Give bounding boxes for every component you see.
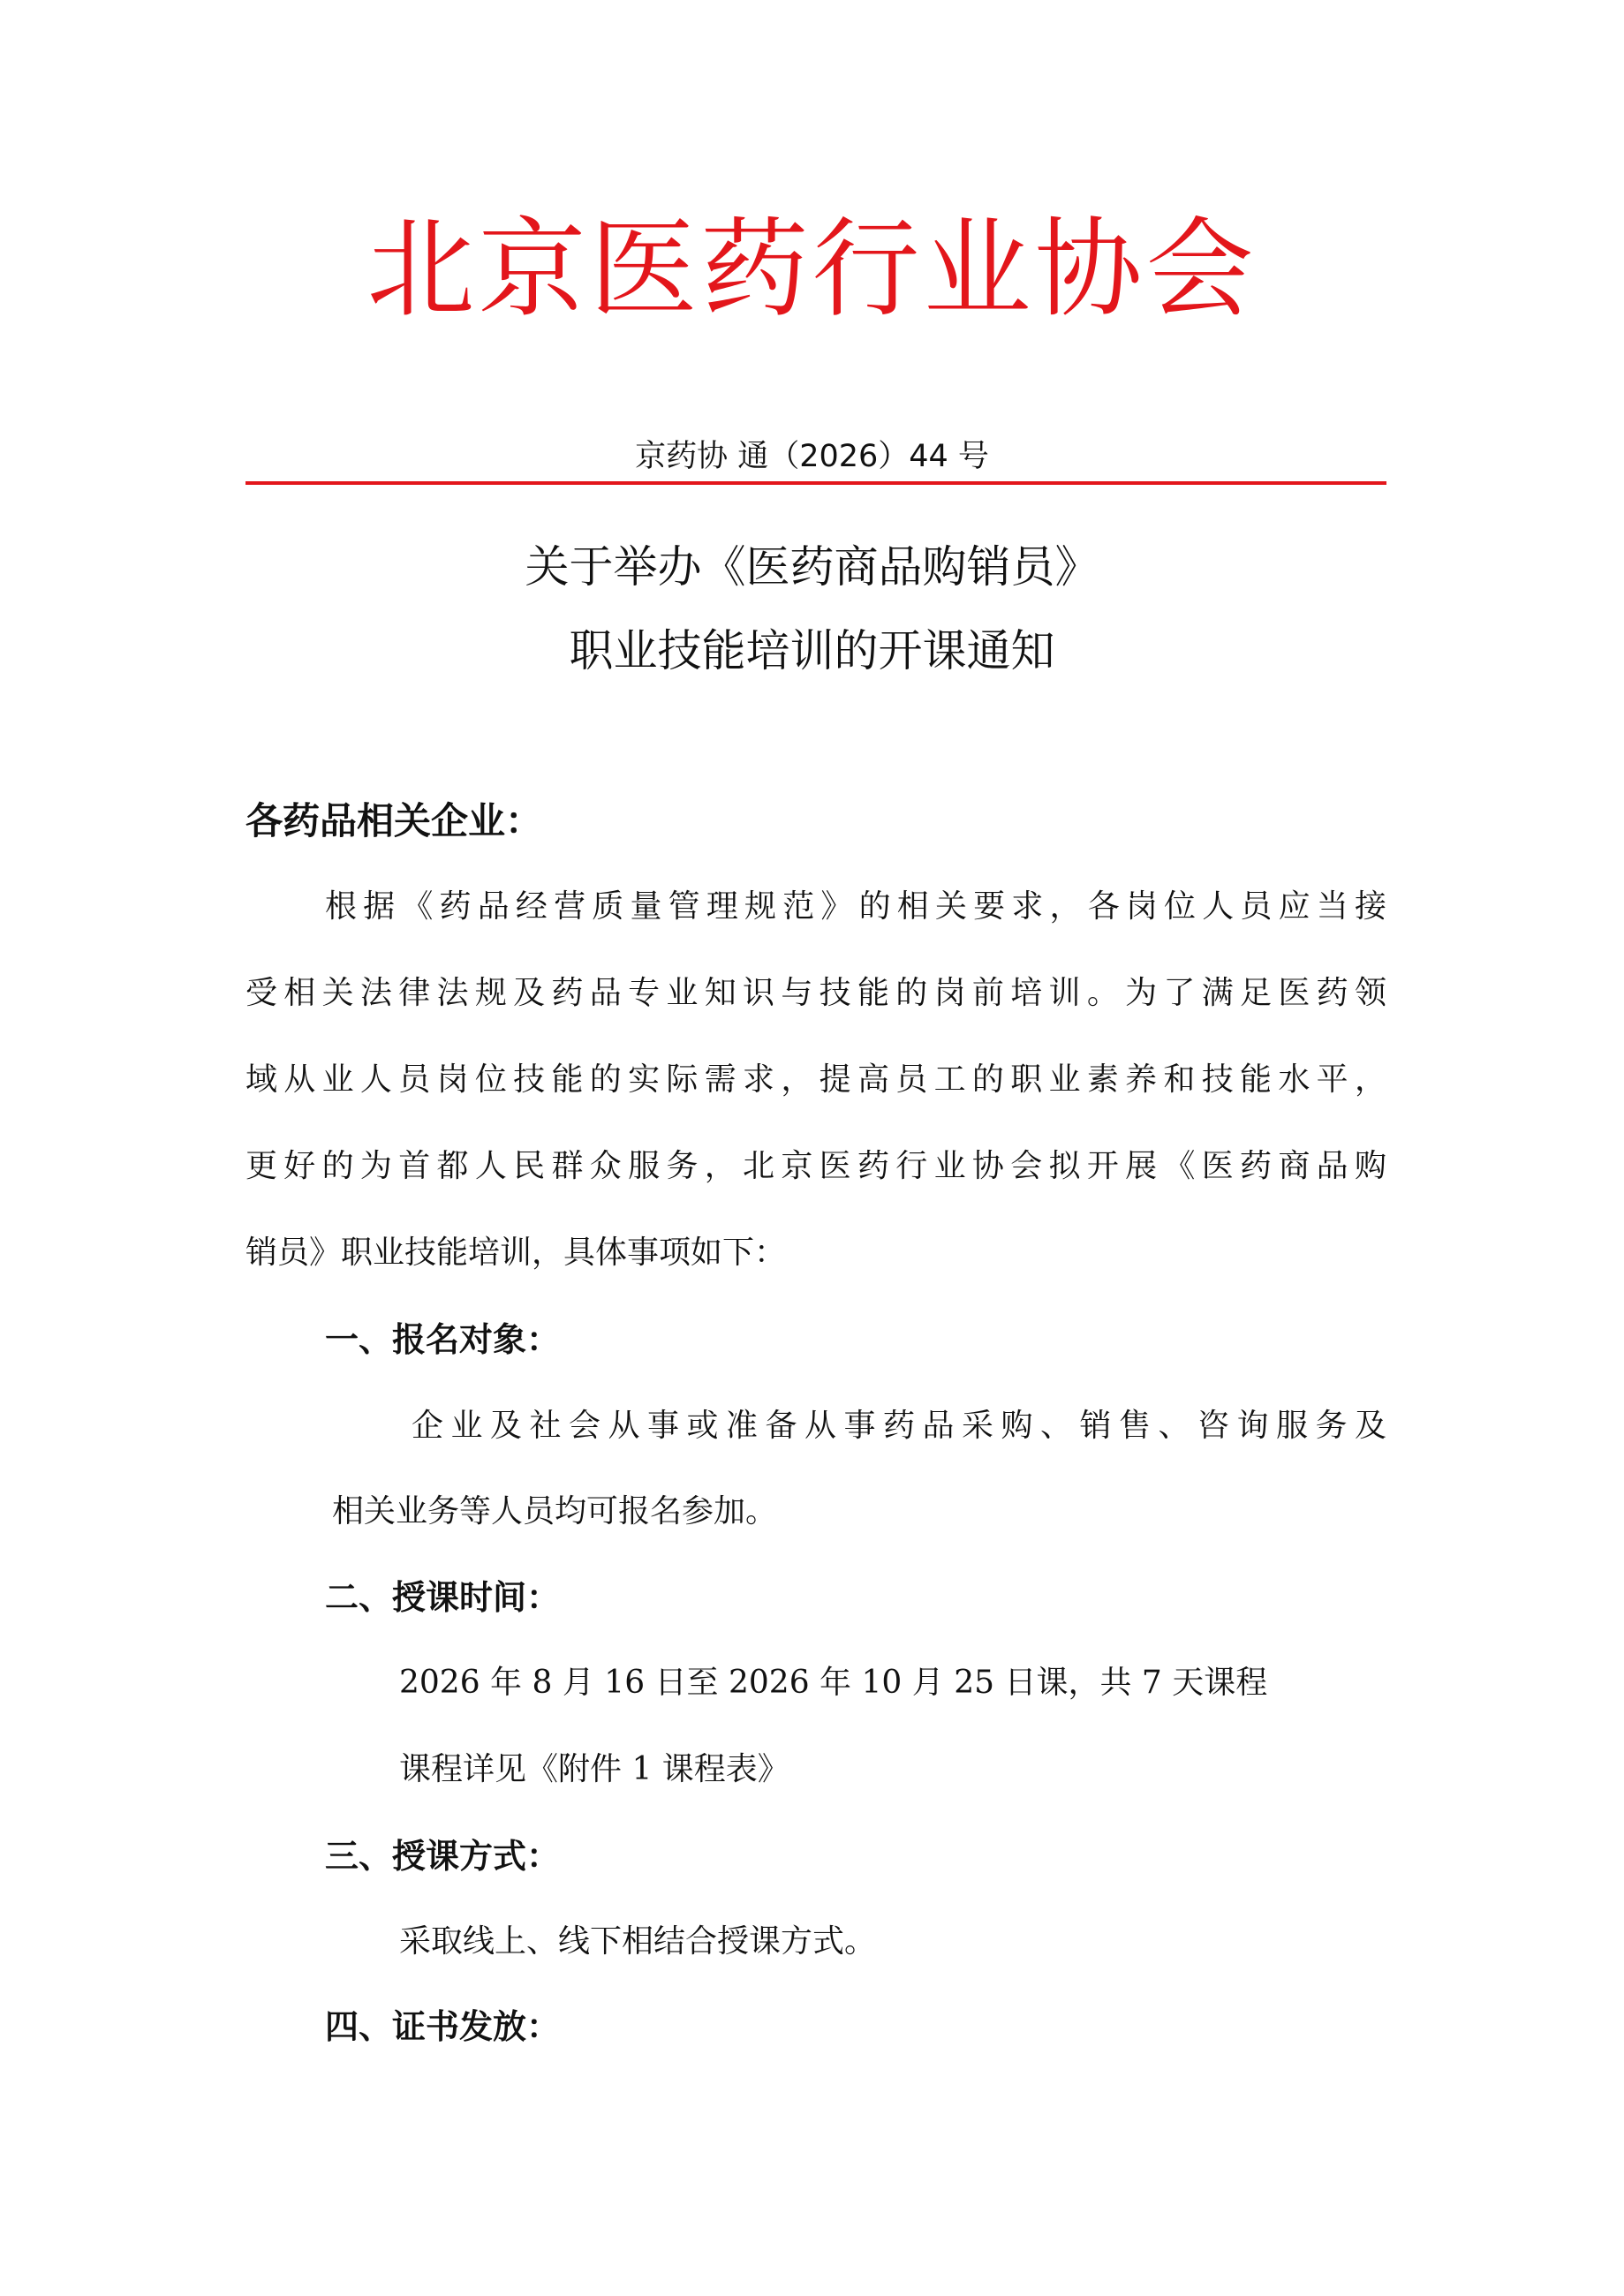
section-heading-schedule: 二、授课时间： xyxy=(325,1578,561,1617)
section-heading-enrollment: 一、报名对象： xyxy=(325,1320,561,1359)
document-title-line-2: 职业技能培训的开课通知 xyxy=(569,625,1055,676)
section-text: 课程详见《附件 1 课程表》 xyxy=(399,1751,789,1787)
organization-letterhead: 北京医药行业协会 xyxy=(366,207,1258,332)
document-number: 京药协 通（2026）44 号 xyxy=(635,439,989,474)
intro-line: 受相关法律法规及药品专业知识与技能的岗前培训。为了满足医药领 xyxy=(245,975,1386,1011)
document-title-line-1: 关于举办《医药商品购销员》 xyxy=(525,541,1099,593)
section-text: 采取线上、线下相结合授课方式。 xyxy=(399,1923,877,1960)
section-text: 相关业务等人员均可报名参加。 xyxy=(332,1493,778,1529)
section-text: 2026 年 8 月 16 日至 2026 年 10 月 25 日课，共 7 天课程 xyxy=(399,1665,1268,1701)
section-heading-teaching-method: 三、授课方式： xyxy=(325,1837,561,1876)
intro-line: 更好的为首都人民群众服务，北京医药行业协会拟开展《医药商品购 xyxy=(245,1148,1386,1184)
intro-line: 域从业人员岗位技能的实际需求，提高员工的职业素养和技能水平， xyxy=(245,1061,1386,1098)
salutation: 各药品相关企业： xyxy=(245,799,543,842)
letterhead-divider xyxy=(245,481,1386,485)
intro-line: 根据《药品经营质量管理规范》的相关要求，各岗位人员应当接 xyxy=(325,888,1386,925)
section-text: 企业及社会从事或准备从事药品采购、销售、咨询服务及 xyxy=(412,1408,1386,1444)
intro-line: 销员》职业技能培训，具体事项如下： xyxy=(245,1235,787,1271)
section-heading-certificate: 四、证书发放： xyxy=(325,2007,561,2046)
